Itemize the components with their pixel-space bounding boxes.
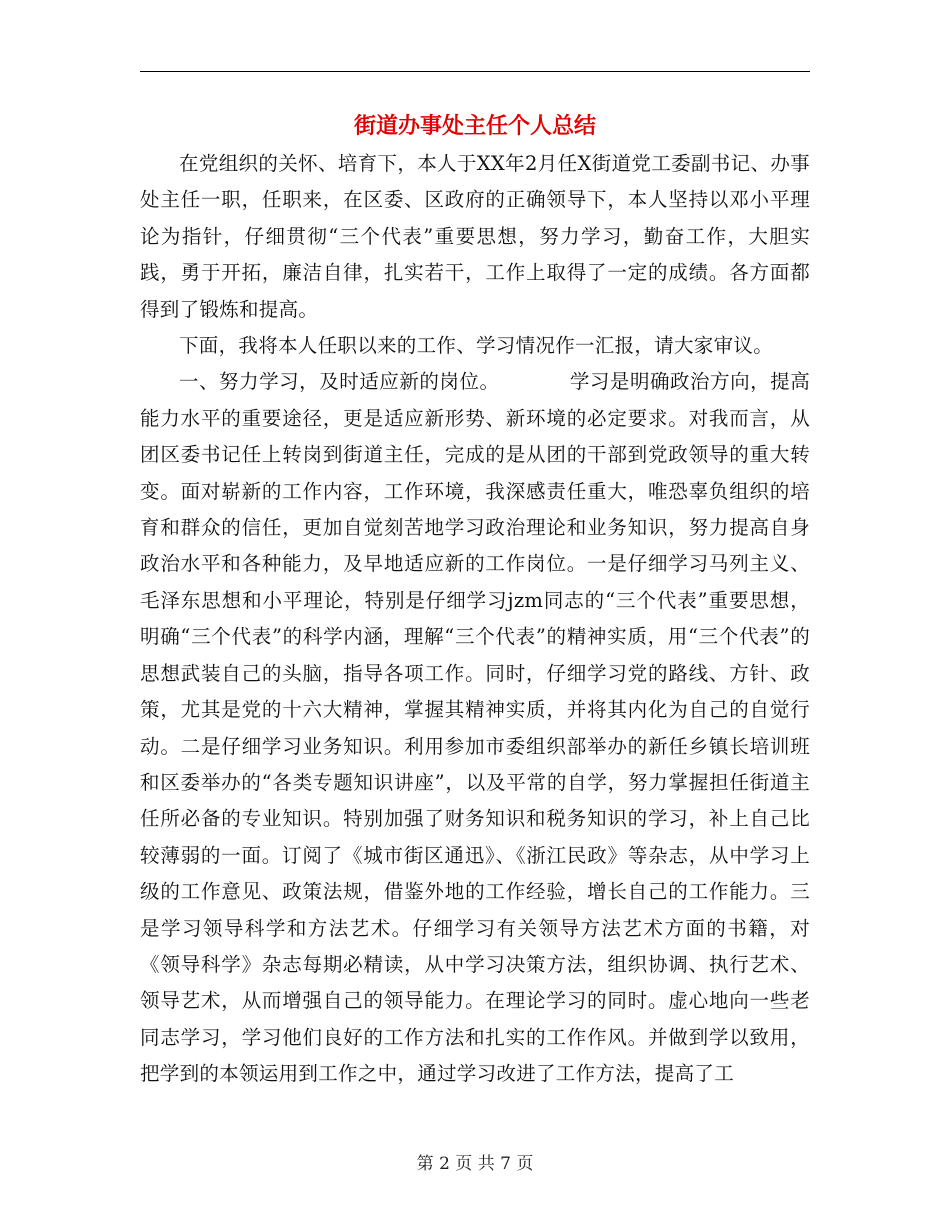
document-title: 街道办事处主任个人总结 bbox=[353, 113, 596, 139]
paragraph-report: 下面，我将本人任职以来的工作、学习情况作一汇报，请大家审议。 bbox=[179, 334, 774, 358]
document-body bbox=[140, 146, 810, 1093]
paragraph-intro: 在党组织的关怀、培育下，本人于XX年2月任X街道党工委副书记、办事处主任一职，任职来，在区委、区政府的正确领导下，本人坚持以邓小平理论为指针，仔细贯彻“三个代表”重要思想，努力学习，勤奋工作，大胆实践，勇于开拓，廉洁自律，扎实若干，工作上取得了一定的成绩。各方面都得到了锻炼和提高。 bbox=[140, 152, 810, 321]
paragraph-section-one: 一、努力学习，及时适应新的岗位。 学习是明确政治方向，提高能力水平的重要途径，更是适应新形势、新环境的必定要求。对我而言，从团区委书记任上转岗到街道主任，完成的是从团的干部到党政领导的重大转变。面对崭新的工作内容，工作环境，我深感责任重大，唯恐辜负组织的培育和群众的信任，更加自觉刻苦地学习政治理论和业务知识，努力提高自身政治水平和各种能力，及早地适应新的工作岗位。一是仔细学习马列主义、毛泽东思想和小平理论，特别是仔细学习jzm同志的“三个代表”重要思想，明确“三个代表”的科学内涵，理解“三个代表”的精神实质，用“三个代表”的思想武装自己的头脑，指导各项工作。同时，仔细学习党的路线、方针、政策，尤其是党的十六大精神，掌握其精神实质，并将其内化为自己的自觉行动。二是仔细学习业务知识。利用参加市委组织部举办的新任乡镇长培训班和区委举办的“各类专题知识讲座”，以及平常的自学，努力掌握担任街道主任所必备的专业知识。特别加强了财务知识和税务知识的学习，补上自己比较薄弱的一面。订阅了《城市街区通迅》、《浙江民政》等杂志，从中学习上级的工作意见、政策法规，借鉴外地的工作经验，增长自己的工作能力。三是学习领导科学和方法艺术。仔细学习有关领导方法艺术方面的书籍，对《领导科学》杂志每期必精读，从中学习决策方法，组织协调、执行艺术、领导艺术，从而增强自己的领导能力。在理论学习的同时。虚心地向一些老同志学习，学习他们良好的工作方法和扎实的工作作风。并做到学以致用，把学到的本领运用到工作之中，通过学习改进了工作方法，提高了工 bbox=[140, 370, 810, 1086]
header-rule bbox=[140, 71, 810, 72]
page-number-footer: 第 2 页 共 7 页 bbox=[416, 1154, 534, 1174]
